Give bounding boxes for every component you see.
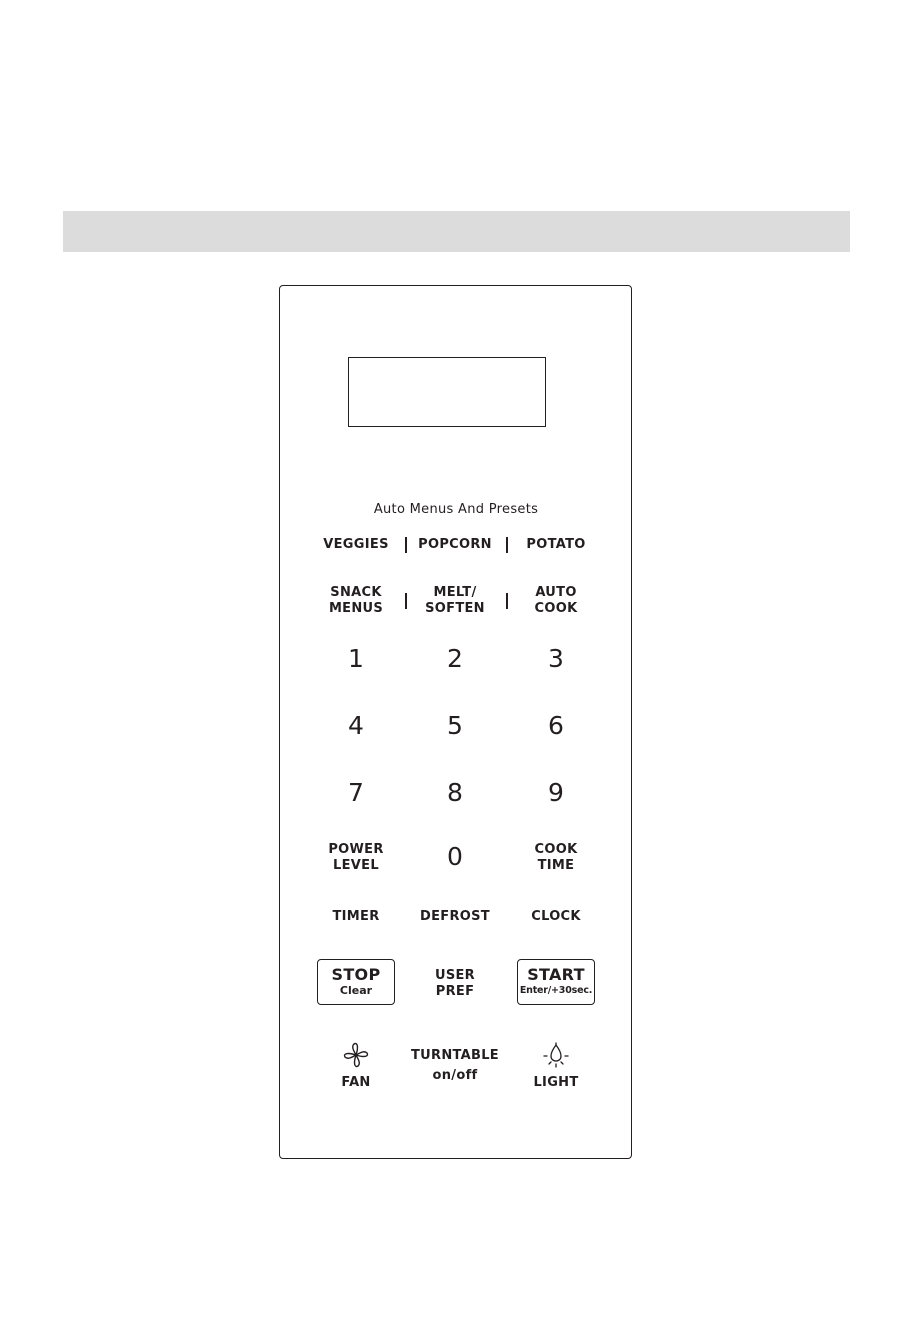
turntable-line1: TURNTABLE [410,1048,499,1063]
user-pref-line2: PREF [435,984,475,999]
fan-button[interactable]: FAN [341,1075,371,1090]
potato-button[interactable]: POTATO [526,537,586,552]
light-bulb-icon[interactable] [541,1040,571,1072]
auto-menus-caption: Auto Menus And Presets [373,502,539,517]
fan-icon[interactable] [341,1041,371,1069]
melt-soften-button[interactable] [400,585,510,617]
veggies-button[interactable]: VEGGIES [323,537,389,552]
digit-2-button[interactable]: 2 [447,644,463,673]
start-label: START [527,965,585,984]
clear-label: Clear [339,984,373,997]
melt-soften-line2: SOFTEN [425,601,485,616]
user-pref-button[interactable] [400,968,510,1000]
display-window [348,357,546,427]
auto-cook-button[interactable] [501,585,611,617]
turntable-line2: on/off [432,1068,478,1083]
header-bar [63,211,850,252]
digit-1-button[interactable]: 1 [348,644,364,673]
start-button[interactable] [517,959,595,1005]
stop-clear-button[interactable] [317,959,395,1005]
auto-cook-line2: COOK [534,601,578,616]
power-level-line2: LEVEL [333,858,379,873]
timer-button[interactable]: TIMER [332,909,380,924]
cook-time-line1: COOK [534,842,578,857]
stop-label: STOP [331,965,381,984]
defrost-button[interactable]: DEFROST [420,909,490,924]
cook-time-button[interactable] [501,842,611,874]
power-level-line1: POWER [328,842,384,857]
enter-30sec-label: Enter/+30sec. [519,985,593,996]
user-pref-line1: USER [434,968,475,983]
popcorn-button[interactable]: POPCORN [418,537,492,552]
snack-menus-button[interactable] [301,585,411,617]
digit-5-button[interactable]: 5 [447,711,463,740]
digit-7-button[interactable]: 7 [348,778,364,807]
digit-9-button[interactable]: 9 [548,778,564,807]
melt-soften-line1: MELT/ [433,585,477,600]
turntable-button[interactable] [400,1048,510,1084]
power-level-button[interactable] [301,842,411,874]
snack-menus-line1: SNACK [330,585,382,600]
digit-8-button[interactable]: 8 [447,778,463,807]
digit-4-button[interactable]: 4 [348,711,364,740]
snack-menus-line2: MENUS [328,601,384,616]
cook-time-line2: TIME [537,858,575,873]
auto-cook-line1: AUTO [535,585,577,600]
digit-0-button[interactable]: 0 [447,842,463,871]
digit-3-button[interactable]: 3 [548,644,564,673]
clock-button[interactable]: CLOCK [531,909,581,924]
digit-6-button[interactable]: 6 [548,711,564,740]
light-button[interactable]: LIGHT [533,1075,579,1090]
